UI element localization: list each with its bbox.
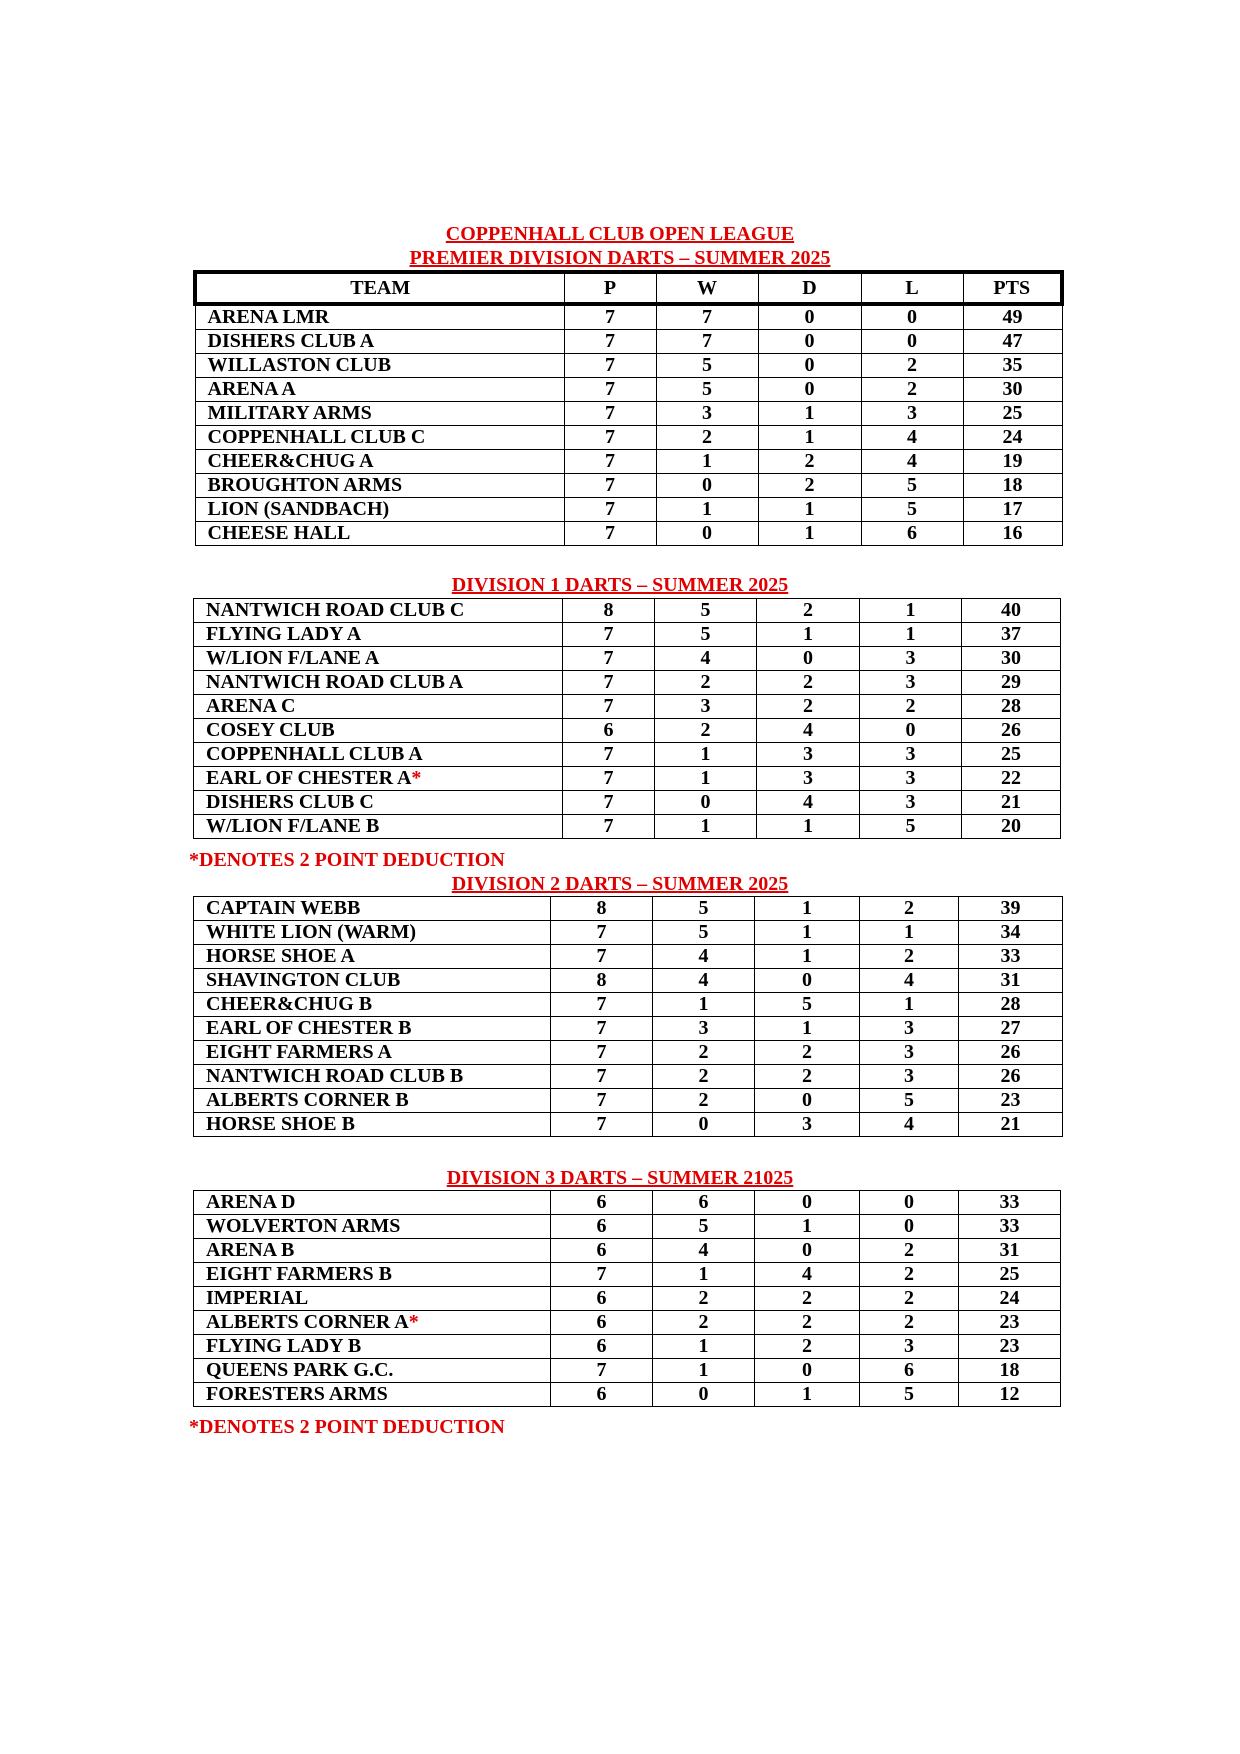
col-points-header: PTS — [963, 272, 1062, 304]
played-cell: 7 — [551, 993, 653, 1017]
drawn-cell: 2 — [755, 1335, 860, 1359]
played-cell: 7 — [563, 695, 655, 719]
team-cell: CHEER&CHUG A — [195, 450, 564, 474]
points-cell: 16 — [963, 522, 1062, 546]
points-cell: 49 — [963, 304, 1062, 330]
col-drawn-header: D — [758, 272, 861, 304]
drawn-cell: 2 — [757, 671, 860, 695]
team-cell: ALBERTS CORNER A* — [194, 1311, 551, 1335]
drawn-cell: 1 — [755, 1383, 860, 1407]
col-played-header: P — [564, 272, 656, 304]
team-cell: ALBERTS CORNER B — [194, 1089, 551, 1113]
played-cell: 6 — [551, 1383, 653, 1407]
drawn-cell: 2 — [757, 599, 860, 623]
played-cell: 6 — [551, 1335, 653, 1359]
drawn-cell: 0 — [758, 378, 861, 402]
team-cell: EARL OF CHESTER B — [194, 1017, 551, 1041]
premier-division-table — [193, 270, 1064, 546]
lost-cell: 0 — [860, 719, 962, 743]
drawn-cell: 2 — [757, 695, 860, 719]
lost-cell: 4 — [861, 450, 963, 474]
points-cell: 20 — [962, 815, 1061, 839]
points-cell: 22 — [962, 767, 1061, 791]
won-cell: 1 — [655, 767, 757, 791]
won-cell: 5 — [653, 921, 755, 945]
team-cell: CHEER&CHUG B — [194, 993, 551, 1017]
drawn-cell: 3 — [757, 743, 860, 767]
team-cell: CAPTAIN WEBB — [194, 897, 551, 921]
drawn-cell: 2 — [755, 1311, 860, 1335]
lost-cell: 5 — [860, 1383, 959, 1407]
lost-cell: 5 — [860, 815, 962, 839]
won-cell: 1 — [653, 993, 755, 1017]
drawn-cell: 1 — [757, 815, 860, 839]
table-row — [194, 767, 1061, 791]
lost-cell: 2 — [860, 1263, 959, 1287]
played-cell: 7 — [564, 474, 656, 498]
lost-cell: 0 — [860, 1191, 959, 1215]
points-cell: 33 — [959, 1215, 1061, 1239]
table-row — [194, 647, 1061, 671]
lost-cell: 1 — [860, 599, 962, 623]
won-cell: 1 — [655, 743, 757, 767]
table-row — [194, 1335, 1061, 1359]
division-1-table — [193, 598, 1061, 839]
col-lost-header: L — [861, 272, 963, 304]
played-cell: 6 — [551, 1191, 653, 1215]
won-cell: 6 — [653, 1191, 755, 1215]
won-cell: 1 — [653, 1335, 755, 1359]
table-row — [195, 450, 1062, 474]
won-cell: 4 — [653, 1239, 755, 1263]
won-cell: 3 — [655, 695, 757, 719]
table-row — [194, 1041, 1063, 1065]
team-cell: DISHERS CLUB C — [194, 791, 563, 815]
lost-cell: 2 — [860, 1287, 959, 1311]
table-row — [194, 897, 1063, 921]
team-cell: FLYING LADY A — [194, 623, 563, 647]
won-cell: 0 — [653, 1383, 755, 1407]
points-cell: 23 — [959, 1311, 1061, 1335]
drawn-cell: 1 — [755, 1017, 860, 1041]
points-cell: 21 — [959, 1113, 1063, 1137]
team-cell: HORSE SHOE A — [194, 945, 551, 969]
team-cell: EIGHT FARMERS A — [194, 1041, 551, 1065]
won-cell: 0 — [653, 1113, 755, 1137]
won-cell: 2 — [653, 1311, 755, 1335]
won-cell: 0 — [655, 791, 757, 815]
played-cell: 7 — [564, 426, 656, 450]
points-cell: 18 — [963, 474, 1062, 498]
won-cell: 5 — [653, 1215, 755, 1239]
points-cell: 24 — [959, 1287, 1061, 1311]
points-cell: 28 — [959, 993, 1063, 1017]
played-cell: 8 — [551, 897, 653, 921]
lost-cell: 3 — [860, 1065, 959, 1089]
table-row — [194, 1089, 1063, 1113]
lost-cell: 3 — [860, 1017, 959, 1041]
drawn-cell: 3 — [757, 767, 860, 791]
points-cell: 30 — [962, 647, 1061, 671]
won-cell: 2 — [653, 1089, 755, 1113]
league-title: COPPENHALL CLUB OPEN LEAGUE — [445, 223, 795, 245]
team-cell: COSEY CLUB — [194, 719, 563, 743]
table-row — [195, 304, 1062, 330]
division-2-table — [193, 896, 1063, 1137]
team-cell: WHITE LION (WARM) — [194, 921, 551, 945]
drawn-cell: 1 — [758, 402, 861, 426]
team-cell: W/LION F/LANE A — [194, 647, 563, 671]
won-cell: 1 — [653, 1359, 755, 1383]
team-cell: ARENA B — [194, 1239, 551, 1263]
lost-cell: 2 — [861, 378, 963, 402]
drawn-cell: 0 — [755, 1359, 860, 1383]
team-cell: DISHERS CLUB A — [195, 330, 564, 354]
points-cell: 47 — [963, 330, 1062, 354]
drawn-cell: 1 — [758, 498, 861, 522]
table-row — [194, 671, 1061, 695]
won-cell: 7 — [656, 304, 758, 330]
lost-cell: 1 — [860, 921, 959, 945]
drawn-cell: 1 — [758, 426, 861, 450]
drawn-cell: 4 — [757, 719, 860, 743]
team-cell: CHEESE HALL — [195, 522, 564, 546]
table-row — [194, 599, 1061, 623]
drawn-cell: 1 — [757, 623, 860, 647]
won-cell: 5 — [653, 897, 755, 921]
table-row — [194, 945, 1063, 969]
division-1-title: DIVISION 1 DARTS – SUMMER 2025 — [451, 574, 789, 596]
played-cell: 7 — [551, 1017, 653, 1041]
table-row — [194, 1287, 1061, 1311]
drawn-cell: 2 — [755, 1065, 860, 1089]
lost-cell: 2 — [861, 354, 963, 378]
played-cell: 8 — [563, 599, 655, 623]
team-cell: EARL OF CHESTER A* — [194, 767, 563, 791]
points-cell: 37 — [962, 623, 1061, 647]
played-cell: 7 — [564, 378, 656, 402]
drawn-cell: 2 — [758, 474, 861, 498]
table-row — [195, 354, 1062, 378]
team-cell: LION (SANDBACH) — [195, 498, 564, 522]
table-row — [194, 1383, 1061, 1407]
lost-cell: 2 — [860, 695, 962, 719]
played-cell: 7 — [551, 1113, 653, 1137]
col-won-header: W — [656, 272, 758, 304]
won-cell: 1 — [655, 815, 757, 839]
drawn-cell: 2 — [758, 450, 861, 474]
team-cell: WILLASTON CLUB — [195, 354, 564, 378]
played-cell: 6 — [551, 1311, 653, 1335]
lost-cell: 6 — [861, 522, 963, 546]
team-cell: FLYING LADY B — [194, 1335, 551, 1359]
drawn-cell: 4 — [755, 1263, 860, 1287]
table-row — [194, 993, 1063, 1017]
played-cell: 7 — [551, 1263, 653, 1287]
played-cell: 7 — [564, 330, 656, 354]
points-cell: 25 — [963, 402, 1062, 426]
division-3-table — [193, 1190, 1061, 1407]
points-cell: 31 — [959, 969, 1063, 993]
division-2-title: DIVISION 2 DARTS – SUMMER 2025 — [451, 873, 789, 895]
won-cell: 2 — [653, 1041, 755, 1065]
lost-cell: 0 — [860, 1215, 959, 1239]
team-cell: NANTWICH ROAD CLUB A — [194, 671, 563, 695]
team-cell: WOLVERTON ARMS — [194, 1215, 551, 1239]
team-cell: ARENA D — [194, 1191, 551, 1215]
points-cell: 23 — [959, 1089, 1063, 1113]
points-cell: 26 — [959, 1041, 1063, 1065]
points-cell: 39 — [959, 897, 1063, 921]
played-cell: 7 — [563, 623, 655, 647]
table-row — [194, 791, 1061, 815]
table-row — [194, 1065, 1063, 1089]
team-cell: ARENA A — [195, 378, 564, 402]
points-cell: 35 — [963, 354, 1062, 378]
points-cell: 17 — [963, 498, 1062, 522]
played-cell: 7 — [551, 1089, 653, 1113]
team-cell: ARENA C — [194, 695, 563, 719]
table-row — [195, 330, 1062, 354]
played-cell: 6 — [551, 1215, 653, 1239]
team-cell: EIGHT FARMERS B — [194, 1263, 551, 1287]
points-cell: 26 — [962, 719, 1061, 743]
points-cell: 21 — [962, 791, 1061, 815]
won-cell: 5 — [655, 623, 757, 647]
points-cell: 40 — [962, 599, 1061, 623]
won-cell: 1 — [656, 450, 758, 474]
won-cell: 2 — [656, 426, 758, 450]
team-cell: COPPENHALL CLUB C — [195, 426, 564, 450]
drawn-cell: 2 — [755, 1041, 860, 1065]
team-cell: MILITARY ARMS — [195, 402, 564, 426]
lost-cell: 3 — [860, 791, 962, 815]
col-team-header: TEAM — [195, 272, 564, 304]
lost-cell: 2 — [860, 945, 959, 969]
division-3-deduction-note: *DENOTES 2 POINT DEDUCTION — [189, 1416, 505, 1438]
played-cell: 7 — [551, 945, 653, 969]
played-cell: 7 — [564, 450, 656, 474]
lost-cell: 1 — [860, 623, 962, 647]
played-cell: 7 — [563, 671, 655, 695]
won-cell: 2 — [653, 1065, 755, 1089]
team-cell: BROUGHTON ARMS — [195, 474, 564, 498]
won-cell: 1 — [656, 498, 758, 522]
drawn-cell: 1 — [755, 897, 860, 921]
table-row — [194, 1113, 1063, 1137]
played-cell: 6 — [563, 719, 655, 743]
table-row — [194, 743, 1061, 767]
points-cell: 31 — [959, 1239, 1061, 1263]
table-row — [194, 1359, 1061, 1383]
deduction-marker: * — [411, 767, 422, 789]
team-cell: W/LION F/LANE B — [194, 815, 563, 839]
lost-cell: 5 — [861, 474, 963, 498]
played-cell: 7 — [563, 743, 655, 767]
played-cell: 7 — [551, 1359, 653, 1383]
lost-cell: 5 — [861, 498, 963, 522]
drawn-cell: 5 — [755, 993, 860, 1017]
team-cell: NANTWICH ROAD CLUB B — [194, 1065, 551, 1089]
won-cell: 5 — [655, 599, 757, 623]
played-cell: 8 — [551, 969, 653, 993]
won-cell: 3 — [653, 1017, 755, 1041]
drawn-cell: 0 — [755, 1089, 860, 1113]
played-cell: 7 — [564, 522, 656, 546]
table-row — [194, 1215, 1061, 1239]
won-cell: 2 — [653, 1287, 755, 1311]
lost-cell: 3 — [860, 767, 962, 791]
drawn-cell: 0 — [758, 304, 861, 330]
drawn-cell: 0 — [758, 330, 861, 354]
lost-cell: 3 — [860, 743, 962, 767]
drawn-cell: 1 — [758, 522, 861, 546]
table-row — [195, 402, 1062, 426]
table-row — [194, 921, 1063, 945]
deduction-marker: * — [408, 1311, 419, 1333]
table-row — [194, 1017, 1063, 1041]
drawn-cell: 0 — [757, 647, 860, 671]
lost-cell: 4 — [861, 426, 963, 450]
won-cell: 2 — [655, 719, 757, 743]
won-cell: 7 — [656, 330, 758, 354]
won-cell: 1 — [653, 1263, 755, 1287]
lost-cell: 0 — [861, 330, 963, 354]
table-row — [194, 815, 1061, 839]
points-cell: 24 — [963, 426, 1062, 450]
table-row — [194, 695, 1061, 719]
team-cell: ARENA LMR — [195, 304, 564, 330]
lost-cell: 2 — [860, 897, 959, 921]
points-cell: 25 — [959, 1263, 1061, 1287]
won-cell: 2 — [655, 671, 757, 695]
lost-cell: 3 — [860, 1335, 959, 1359]
played-cell: 7 — [564, 354, 656, 378]
team-cell: IMPERIAL — [194, 1287, 551, 1311]
lost-cell: 3 — [860, 647, 962, 671]
points-cell: 23 — [959, 1335, 1061, 1359]
team-cell: COPPENHALL CLUB A — [194, 743, 563, 767]
table-row — [195, 378, 1062, 402]
points-cell: 25 — [962, 743, 1061, 767]
played-cell: 7 — [563, 647, 655, 671]
won-cell: 4 — [653, 945, 755, 969]
drawn-cell: 0 — [758, 354, 861, 378]
drawn-cell: 3 — [755, 1113, 860, 1137]
lost-cell: 3 — [860, 1041, 959, 1065]
team-cell: HORSE SHOE B — [194, 1113, 551, 1137]
points-cell: 27 — [959, 1017, 1063, 1041]
table-header-row — [195, 272, 1062, 304]
points-cell: 19 — [963, 450, 1062, 474]
lost-cell: 0 — [861, 304, 963, 330]
lost-cell: 4 — [860, 969, 959, 993]
played-cell: 7 — [564, 402, 656, 426]
team-cell: QUEENS PARK G.C. — [194, 1359, 551, 1383]
points-cell: 18 — [959, 1359, 1061, 1383]
won-cell: 0 — [656, 474, 758, 498]
points-cell: 34 — [959, 921, 1063, 945]
won-cell: 3 — [656, 402, 758, 426]
team-cell: FORESTERS ARMS — [194, 1383, 551, 1407]
lost-cell: 2 — [860, 1311, 959, 1335]
played-cell: 7 — [563, 791, 655, 815]
points-cell: 30 — [963, 378, 1062, 402]
points-cell: 12 — [959, 1383, 1061, 1407]
lost-cell: 6 — [860, 1359, 959, 1383]
team-cell: SHAVINGTON CLUB — [194, 969, 551, 993]
lost-cell: 3 — [860, 671, 962, 695]
team-cell: NANTWICH ROAD CLUB C — [194, 599, 563, 623]
drawn-cell: 4 — [757, 791, 860, 815]
drawn-cell: 1 — [755, 1215, 860, 1239]
lost-cell: 1 — [860, 993, 959, 1017]
table-row — [194, 1191, 1061, 1215]
points-cell: 26 — [959, 1065, 1063, 1089]
points-cell: 33 — [959, 945, 1063, 969]
table-row — [195, 522, 1062, 546]
won-cell: 5 — [656, 354, 758, 378]
division-1-deduction-note: *DENOTES 2 POINT DEDUCTION — [189, 849, 505, 871]
division-3-title: DIVISION 3 DARTS – SUMMER 21025 — [446, 1167, 794, 1189]
drawn-cell: 2 — [755, 1287, 860, 1311]
table-row — [194, 1263, 1061, 1287]
table-row — [195, 474, 1062, 498]
drawn-cell: 0 — [755, 1191, 860, 1215]
table-row — [194, 719, 1061, 743]
played-cell: 7 — [563, 767, 655, 791]
table-row — [194, 1239, 1061, 1263]
table-row — [194, 623, 1061, 647]
premier-division-title: PREMIER DIVISION DARTS – SUMMER 2025 — [409, 247, 831, 269]
lost-cell: 5 — [860, 1089, 959, 1113]
table-row — [195, 498, 1062, 522]
lost-cell: 4 — [860, 1113, 959, 1137]
table-row — [194, 969, 1063, 993]
won-cell: 5 — [656, 378, 758, 402]
drawn-cell: 0 — [755, 1239, 860, 1263]
lost-cell: 2 — [860, 1239, 959, 1263]
played-cell: 7 — [551, 1041, 653, 1065]
drawn-cell: 0 — [755, 969, 860, 993]
points-cell: 28 — [962, 695, 1061, 719]
table-row — [195, 426, 1062, 450]
won-cell: 4 — [655, 647, 757, 671]
lost-cell: 3 — [861, 402, 963, 426]
played-cell: 7 — [564, 304, 656, 330]
drawn-cell: 1 — [755, 921, 860, 945]
played-cell: 7 — [551, 1065, 653, 1089]
played-cell: 7 — [564, 498, 656, 522]
played-cell: 7 — [551, 921, 653, 945]
drawn-cell: 1 — [755, 945, 860, 969]
points-cell: 33 — [959, 1191, 1061, 1215]
points-cell: 29 — [962, 671, 1061, 695]
won-cell: 4 — [653, 969, 755, 993]
played-cell: 6 — [551, 1239, 653, 1263]
played-cell: 6 — [551, 1287, 653, 1311]
played-cell: 7 — [563, 815, 655, 839]
won-cell: 0 — [656, 522, 758, 546]
table-row — [194, 1311, 1061, 1335]
